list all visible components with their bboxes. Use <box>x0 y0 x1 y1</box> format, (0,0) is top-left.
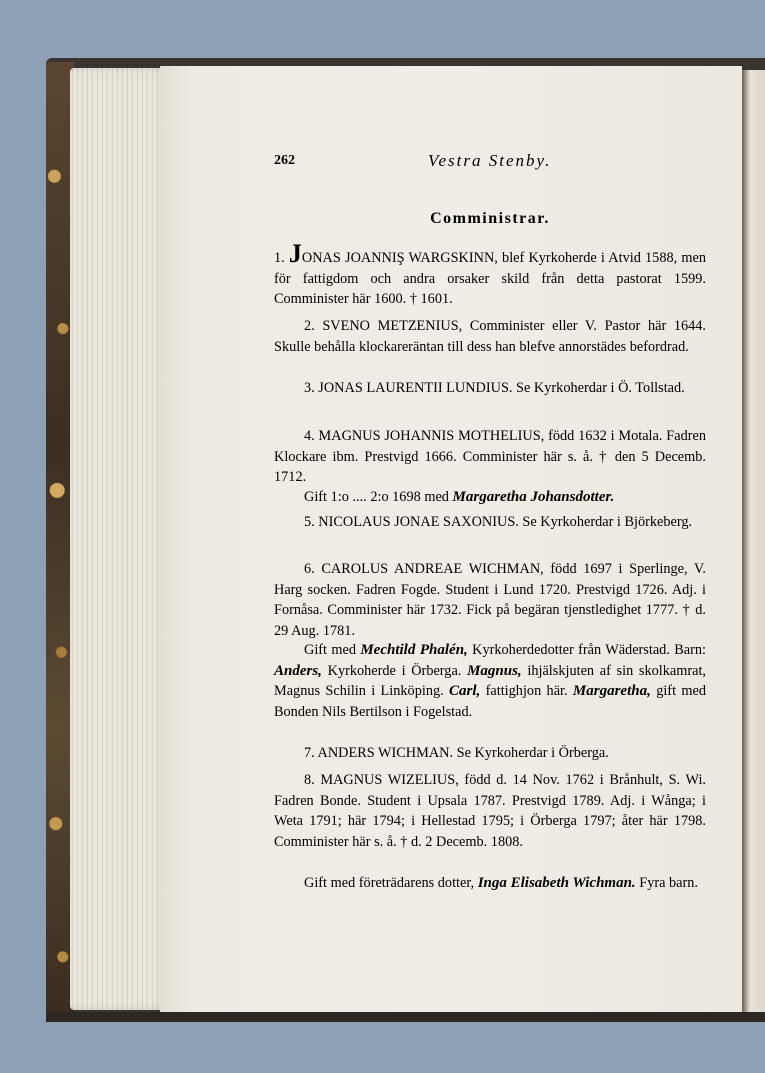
page-header <box>274 153 706 173</box>
page-stack-edges <box>70 68 166 1010</box>
entry-number: 1. <box>274 250 289 266</box>
spouse-name: Inga Elisabeth Wichman. <box>477 875 636 891</box>
facing-page-edge <box>742 70 765 1012</box>
entry-6: 6. CAROLUS ANDREAE WICHMAN, född 1697 i Sperlinge, V. Harg socken. Fadren Fogde. Student i Lund 1720. Prestvigd 1726. Adj. i Fornåsa. Comminister här 1732. Fick på begäran tjenstledighet 1777. † d. 29 Aug. 1781. <box>274 561 706 639</box>
entry-2: 2. SVENO METZENIUS, Comminister eller V. Pastor här 1644. Skulle behålla klockareräntan till dess han blefve annorstädes befordrad. <box>274 318 706 355</box>
person-name: Magnus, <box>467 662 522 679</box>
entry-4-marriage <box>274 487 706 508</box>
marriage-text: Gift 1:o .... 2:o 1698 med <box>304 489 453 505</box>
text-run: Kyrkoherde i Örberga. <box>321 662 468 679</box>
entry-5: 5. NICOLAUS JONAE SAXONIUS. Se Kyrkoherdar i Björkeberg. <box>304 514 693 530</box>
spouse-name: Margaretha Johansdotter. <box>452 489 615 505</box>
entry-text: ONAS JOANNIŞ WARGSKINN, blef Kyrkoherde i Atvid 1588, men för fattigdom och andra orsaker skild från detta pastorat 1599. Comminister här 1600. † 1601. <box>274 250 706 308</box>
entry-6-family <box>274 640 706 722</box>
children-text: Fyra barn. <box>635 875 699 891</box>
page-number: 262 <box>274 153 295 168</box>
section-heading: Comministrar. <box>430 210 550 227</box>
person-name: Anders, <box>274 662 322 679</box>
entry-7: 7. ANDERS WICHMAN. Se Kyrkoherdar i Örberga. <box>304 745 609 761</box>
text-run: ihjälskjuten af sin skolkamrat, Magnus Schilin i Linköping. <box>274 662 706 700</box>
person-name: Mechtild Phalén, <box>360 642 468 658</box>
entry-4: 4. MAGNUS JOHANNIS MOTHELIUS, född 1632 i Motala. Fadren Klockare ibm. Prestvigd 1666. Comminister här s. å. † den 5 Decemb. 1712. <box>274 428 706 486</box>
entry-8-marriage <box>274 873 706 894</box>
text-run: Kyrkoherdedotter från Wäderstad. Barn: <box>467 642 707 658</box>
text-run: fattighjon här. <box>480 683 573 700</box>
cover-bottom <box>46 1012 765 1022</box>
drop-cap: J <box>288 239 302 268</box>
person-name: Margaretha, <box>572 683 651 700</box>
book-page <box>160 66 742 1012</box>
entry-8: 8. MAGNUS WIZELIUS, född d. 14 Nov. 1762 i Brånhult, S. Wi. Fadren Bonde. Student i Upsala 1787. Prestvigd 1789. Adj. i Wånga; i Weta 1791; här 1794; i Hellestad 1795; i Örberga 1797; åter här 1798. Comminister här s. å. † d. 2 Decemb. 1808. <box>274 772 706 850</box>
text-run: Gift med <box>304 642 361 658</box>
text-run: gift med Bonden Nils Bertilson i Fogelstad. <box>274 683 706 720</box>
entry-1 <box>274 239 706 310</box>
person-name: Carl, <box>449 683 481 700</box>
running-head: Vestra Stenby. <box>428 151 552 170</box>
marriage-text: Gift med företrädarens dotter, <box>304 875 478 891</box>
entry-3: 3. JONAS LAURENTII LUNDIUS. Se Kyrkoherdar i Ö. Tollstad. <box>304 380 685 396</box>
